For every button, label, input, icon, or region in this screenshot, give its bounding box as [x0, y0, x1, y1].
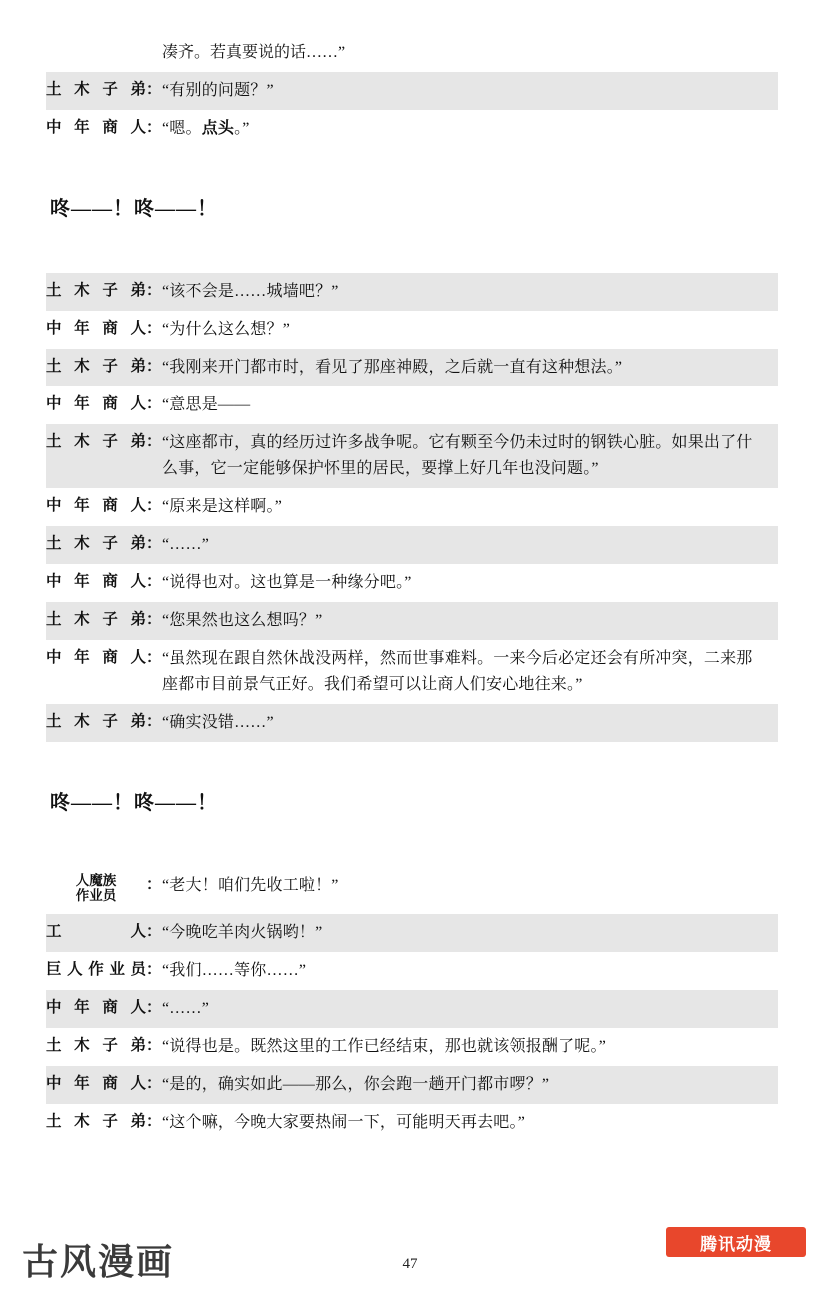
speaker-colon: ：	[146, 118, 162, 136]
speaker-name: 土木子弟	[46, 535, 146, 553]
speaker-colon: ：	[146, 875, 162, 893]
speaker-colon: ：	[146, 712, 162, 730]
dialogue-text: “说得也是。既然这里的工作已经结束，那也就该领报酬了呢。”	[162, 1037, 607, 1055]
dialogue-block-top	[46, 36, 778, 148]
table-row	[46, 110, 778, 148]
table-row	[46, 1028, 778, 1066]
sfx-line-1-wrap	[46, 192, 778, 221]
speaker-colon: ：	[146, 497, 162, 515]
speaker-colon: ：	[146, 1074, 162, 1092]
table-row	[46, 526, 778, 564]
speaker-colon: ：	[146, 357, 162, 375]
speaker-colon	[146, 36, 160, 72]
speaker-name: 中年商人	[46, 497, 146, 515]
table-row	[46, 704, 778, 742]
table-row	[46, 602, 778, 640]
watermark-platform: 腾讯动漫	[666, 1227, 806, 1257]
table-row	[46, 488, 778, 526]
speaker-name: 中年商人	[46, 998, 146, 1016]
page-number: 47	[402, 1256, 418, 1272]
speaker-name: 土木子弟	[46, 1112, 146, 1130]
dialogue-text: “……”	[162, 536, 210, 554]
table-row	[46, 914, 778, 952]
speaker-colon: ：	[146, 572, 162, 590]
speaker-name: 土木子弟	[46, 357, 146, 375]
sfx-line: 咚——！咚——！	[50, 197, 218, 220]
dialogue-text: “我刚来开门都市时，看见了那座神殿，之后就一直有这种想法。”	[162, 358, 623, 376]
table-row	[46, 1104, 778, 1142]
dialogue-block-3	[46, 867, 778, 1142]
sfx-line: 咚——！咚——！	[50, 791, 218, 814]
speaker-name	[46, 36, 146, 72]
table-row	[46, 311, 778, 349]
speaker-colon: ：	[146, 281, 162, 299]
speaker-name: 中年商人	[46, 1074, 146, 1092]
speaker-colon: ：	[146, 535, 162, 553]
speaker-colon: ：	[146, 648, 162, 666]
speaker-name	[46, 867, 146, 915]
speaker-name-line2: 作业员	[75, 888, 117, 904]
dialogue-text: “为什么这么想？”	[162, 320, 291, 338]
table-row	[46, 564, 778, 602]
dialogue-text: “意思是——	[162, 396, 251, 414]
table-row	[46, 72, 778, 110]
dialogue-text: “您果然也这么想吗？”	[162, 611, 323, 629]
dialogue-text: “这个嘛，今晚大家要热闹一下，可能明天再去吧。”	[162, 1113, 526, 1131]
watermark-publisher: 古风漫画	[22, 1242, 175, 1282]
spacer	[46, 221, 778, 273]
page-content	[46, 36, 778, 1141]
dialogue-text-tail: 。”	[234, 119, 250, 137]
dialogue-text: “原来是这样啊。”	[162, 498, 283, 516]
dialogue-text: “我们……等你……”	[162, 961, 307, 979]
speaker-name-line1: 人魔族	[75, 872, 117, 888]
speaker-name: 土木子弟	[46, 281, 146, 299]
dialogue-text: “……”	[162, 999, 210, 1017]
dialogue-text: 凑齐。若真要说的话……”	[162, 44, 346, 61]
dialogue-text: “虽然现在跟自然休战没两样，然而世事难料。一来今后必定还会有所冲突，二来那座都市目前景气正好。我们希望可以让商人们安心地往来。”	[162, 649, 753, 693]
speaker-name: 中年商人	[46, 319, 146, 337]
table-row	[46, 36, 778, 72]
speaker-colon: ：	[146, 960, 162, 978]
table-row	[46, 424, 778, 488]
spacer	[46, 148, 778, 192]
dialogue-text: “说得也对。这也算是一种缘分吧。”	[162, 573, 412, 591]
speaker-name: 巨人作业员	[46, 960, 146, 978]
sfx-line-2-wrap	[46, 786, 778, 815]
speaker-name: 中年商人	[46, 648, 146, 666]
table-row	[46, 867, 778, 915]
table-row	[46, 952, 778, 990]
speaker-name: 土木子弟	[46, 610, 146, 628]
dialogue-text-part: “嗯。	[162, 119, 202, 137]
dialogue-emphasis: 点头	[201, 119, 235, 137]
dialogue-text: “今晚吃羊肉火锅哟！”	[162, 924, 323, 942]
table-row	[46, 273, 778, 311]
spacer	[46, 742, 778, 786]
speaker-colon: ：	[146, 610, 162, 628]
table-row	[46, 386, 778, 424]
dialogue-text: “是的，确实如此——那么，你会跑一趟开门都市啰？”	[162, 1075, 550, 1093]
table-row	[46, 1066, 778, 1104]
speaker-colon: ：	[146, 1036, 162, 1054]
speaker-colon: ：	[146, 80, 162, 98]
speaker-name: 中年商人	[46, 118, 146, 136]
speaker-name: 中年商人	[46, 395, 146, 413]
dialogue-text: “老大！咱们先收工啦！”	[162, 876, 339, 894]
speaker-name-stacked	[76, 873, 117, 904]
speaker-colon: ：	[146, 319, 162, 337]
speaker-colon: ：	[146, 433, 162, 451]
speaker-name: 土木子弟	[46, 1036, 146, 1054]
spacer	[46, 815, 778, 867]
speaker-name: 土木子弟	[46, 433, 146, 451]
table-row	[46, 990, 778, 1028]
speaker-name: 土木子弟	[46, 712, 146, 730]
dialogue-text: “有别的问题？”	[162, 81, 274, 99]
speaker-name: 中年商人	[46, 572, 146, 590]
dialogue-text: “这座都市，真的经历过许多战争呢。它有颗至今仍未过时的钢铁心脏。如果出了什么事，它一定能够保护怀里的居民，要撑上好几年也没问题。”	[162, 434, 753, 478]
table-row	[46, 349, 778, 387]
speaker-colon: ：	[146, 923, 162, 941]
speaker-name: 土木子弟	[46, 80, 146, 98]
speaker-colon: ：	[146, 998, 162, 1016]
dialogue-text: “该不会是……城墙吧？”	[162, 282, 339, 300]
table-row	[46, 640, 778, 704]
dialogue-block-2	[46, 273, 778, 742]
speaker-colon: ：	[146, 1112, 162, 1130]
dialogue-text	[160, 110, 778, 148]
speaker-name: 工 人	[46, 923, 146, 941]
speaker-colon: ：	[146, 395, 162, 413]
dialogue-text: “确实没错……”	[162, 713, 274, 731]
